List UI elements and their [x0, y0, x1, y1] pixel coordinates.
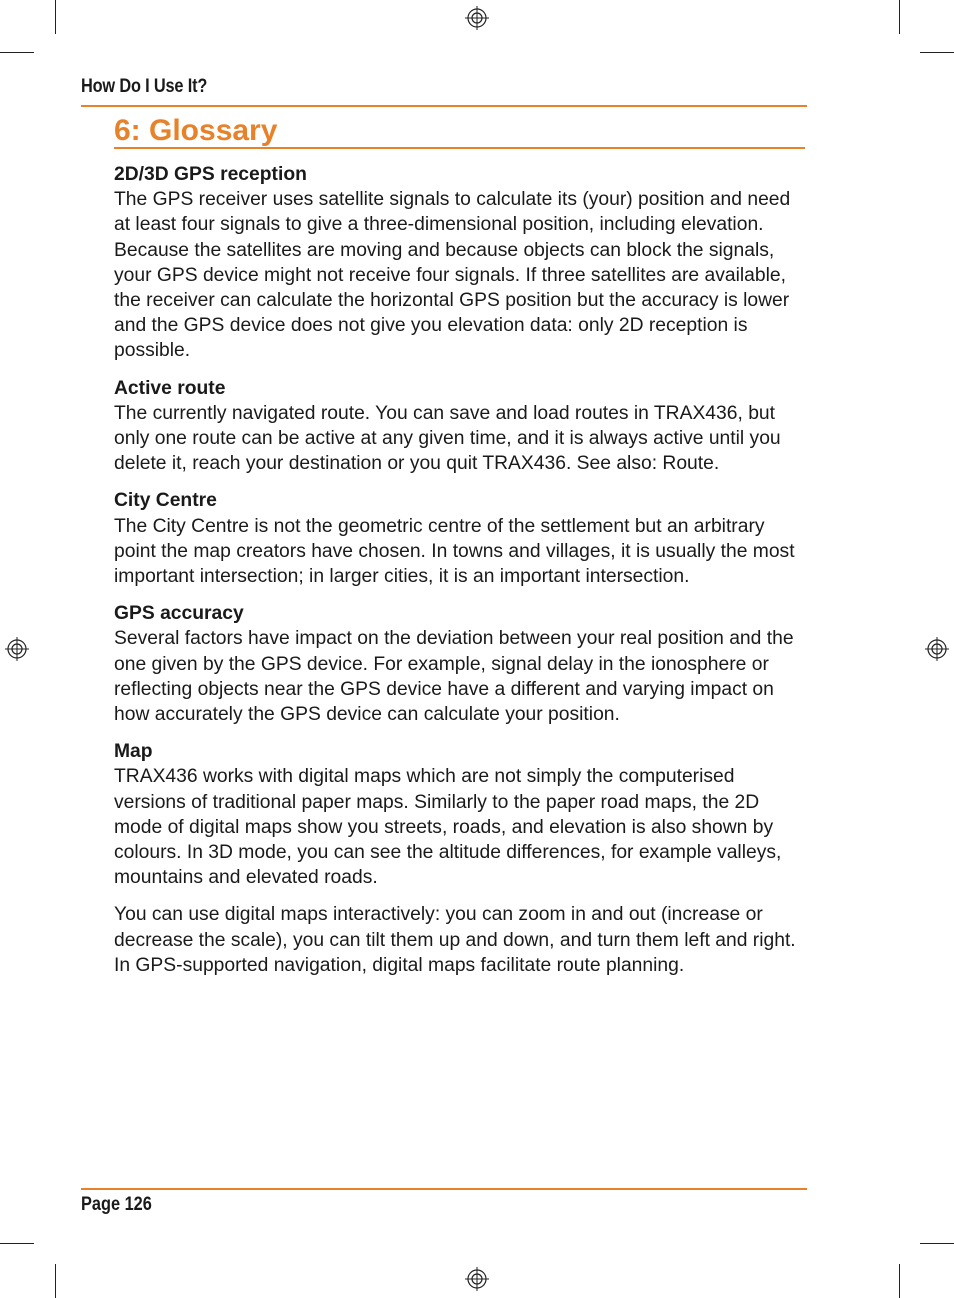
- glossary-entry-city-centre: [114, 488, 804, 589]
- glossary-term: Map: [114, 741, 153, 763]
- registration-mark-icon: [465, 6, 489, 30]
- chapter-title: 6: Glossary: [114, 114, 278, 147]
- crop-mark: [899, 1264, 900, 1298]
- registration-mark-icon: [5, 637, 29, 661]
- header-rule: [81, 105, 807, 107]
- glossary-entry-map: [114, 739, 804, 890]
- page-number: Page 126: [81, 1194, 152, 1215]
- crop-mark: [920, 1243, 954, 1244]
- glossary-term: City Centre: [114, 490, 217, 512]
- glossary-term: 2D/3D GPS reception: [114, 164, 307, 185]
- glossary-entry-gps-accuracy: [114, 601, 804, 727]
- registration-mark-icon: [925, 637, 949, 661]
- glossary-definition: The currently navigated route. You can save and load routes in TRAX436, but only one route can be active at any given time, and it is always active until you delete it, reach your destination or you quit TRAX436. See also: Route.: [114, 402, 781, 475]
- glossary-paragraph: You can use digital maps interactively: you can zoom in and out (increase or decrease the scale), you can tilt them up and down, and turn them left and right. In GPS-supported navigation, digital maps facilitate route planning.: [114, 904, 796, 976]
- crop-mark: [0, 52, 34, 53]
- glossary-definition: The GPS receiver uses satellite signals to calculate its (your) position and need at least four signals to give a three-dimensional position, including elevation. Because the satellites are moving and because objects can block the signals, your GPS device might not receive four signals. If three satellites are available, the receiver can calculate the horizontal GPS position but the accuracy is lower and the GPS device does not give you elevation data: only 2D reception is possible.: [114, 189, 791, 362]
- running-head: How Do I Use It?: [81, 76, 208, 97]
- crop-mark: [0, 1243, 34, 1244]
- glossary-term: GPS accuracy: [114, 603, 244, 625]
- glossary-entry-2d-3d-gps-reception: [114, 162, 804, 364]
- crop-mark: [899, 0, 900, 34]
- glossary-definition: Several factors have impact on the deviation between your real position and the one given by the GPS device. For example, signal delay in the ionosphere or reflecting objects near the GPS device have a different and varying impact on how accurately the GPS device can calculate your position.: [114, 628, 794, 726]
- footer-rule: [81, 1188, 807, 1190]
- glossary-definition: TRAX436 works with digital maps which are not simply the computerised versions of traditional paper maps. Similarly to the paper road maps, the 2D mode of digital maps show you streets, roads, and elevation is also shown by colours. In 3D mode, you can see the altitude differences, for example valleys, mountains and elevated roads.: [114, 766, 782, 889]
- glossary-term: Active route: [114, 377, 226, 399]
- crop-mark: [920, 52, 954, 53]
- glossary-content: [114, 162, 804, 990]
- crop-mark: [55, 0, 56, 34]
- glossary-definition: The City Centre is not the geometric centre of the settlement but an arbitrary point the map creators have chosen. In towns and villages, it is usually the most important intersection; in larger cities, it is an important intersection.: [114, 515, 795, 588]
- chapter-title-rule: [114, 147, 805, 149]
- crop-mark: [55, 1264, 56, 1298]
- registration-mark-icon: [465, 1267, 489, 1291]
- glossary-entry-active-route: [114, 376, 804, 477]
